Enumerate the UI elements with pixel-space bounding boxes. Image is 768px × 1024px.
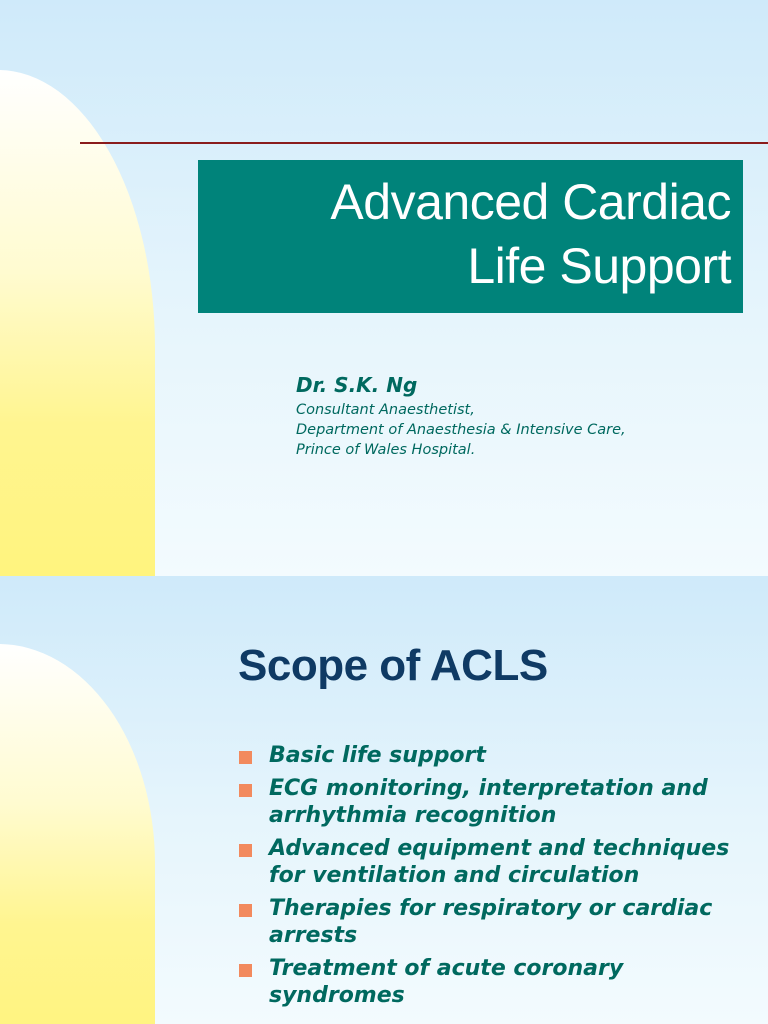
bullet-text: Advanced equipment and techniques for ventilation and circulation bbox=[269, 835, 730, 888]
bullet-item bbox=[238, 775, 758, 830]
decorative-yellow-shape bbox=[0, 70, 155, 576]
affiliation-line: Prince of Wales Hospital. bbox=[296, 442, 476, 458]
author-name: Dr. S.K. Ng bbox=[296, 373, 418, 397]
bullet-text: Basic life support bbox=[269, 743, 486, 768]
bullet-text: Therapies for respiratory or cardiac arrests bbox=[269, 895, 713, 948]
title-rule-line bbox=[80, 142, 768, 144]
affiliation-line: Consultant Anaesthetist, bbox=[296, 402, 475, 418]
square-bullet-icon bbox=[239, 904, 252, 917]
square-bullet-icon bbox=[239, 784, 252, 797]
title-line-1: Advanced Cardiac bbox=[330, 174, 731, 230]
square-bullet-icon bbox=[239, 964, 252, 977]
decorative-yellow-shape bbox=[0, 644, 155, 1024]
bullet-text: Treatment of acute coronary syndromes bbox=[269, 955, 624, 1008]
affiliation-line: Department of Anaesthesia & Intensive Care, bbox=[296, 422, 626, 438]
square-bullet-icon bbox=[239, 751, 252, 764]
slide-2 bbox=[0, 576, 768, 1024]
bullet-item bbox=[238, 742, 758, 770]
slide-title: Scope of ACLS bbox=[238, 641, 548, 690]
square-bullet-icon bbox=[239, 844, 252, 857]
bullet-list bbox=[238, 742, 758, 1015]
bullet-text: ECG monitoring, interpretation and arrhythmia recognition bbox=[269, 775, 708, 828]
author-block bbox=[296, 370, 626, 460]
bullet-item bbox=[238, 955, 758, 1010]
title-line-2: Life Support bbox=[467, 238, 731, 294]
title-banner bbox=[198, 160, 743, 313]
bullet-item bbox=[238, 895, 758, 950]
bullet-item bbox=[238, 835, 758, 890]
